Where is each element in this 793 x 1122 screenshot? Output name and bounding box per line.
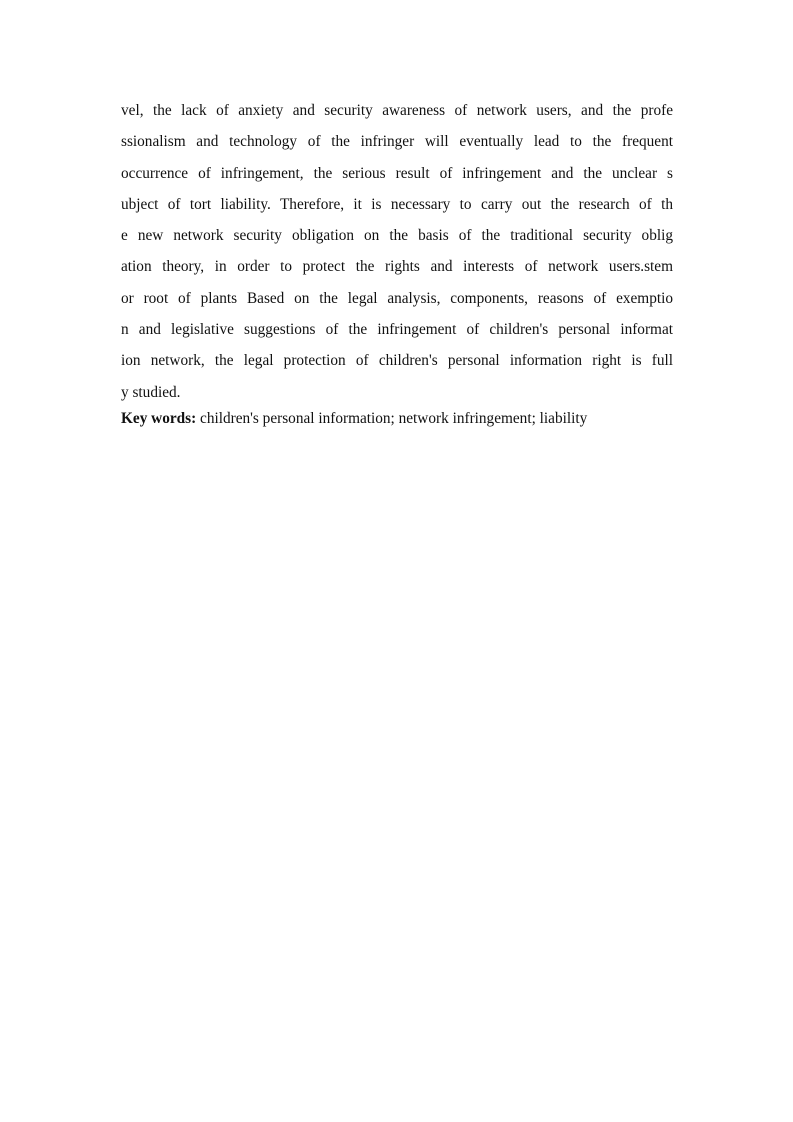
abstract-line: ubject of tort liability. Therefore, it is necessary to carry out the research of th	[121, 195, 673, 213]
abstract-line: ion network, the legal protection of children's personal information right is full	[121, 352, 673, 370]
keywords-label: Key words:	[121, 409, 197, 427]
abstract-line: n and legislative suggestions of the infringement of children's personal informat	[121, 321, 673, 339]
abstract-line: or root of plants Based on the legal analysis, components, reasons of exemptio	[121, 289, 673, 307]
abstract-line: vel, the lack of anxiety and security awareness of network users, and the profe	[121, 102, 673, 119]
abstract-body	[121, 98, 673, 432]
keywords-text: children's personal information; network infringement; liability	[200, 409, 588, 427]
abstract-line: e new network security obligation on the basis of the traditional security oblig	[121, 227, 673, 245]
keywords-line	[121, 406, 673, 432]
abstract-line: ation theory, in order to protect the rights and interests of network users.stem	[121, 258, 673, 276]
abstract-line: y studied.	[121, 383, 181, 401]
abstract-line: occurrence of infringement, the serious result of infringement and the unclear s	[121, 164, 673, 182]
abstract-line: ssionalism and technology of the infringer will eventually lead to the frequent	[121, 133, 673, 151]
